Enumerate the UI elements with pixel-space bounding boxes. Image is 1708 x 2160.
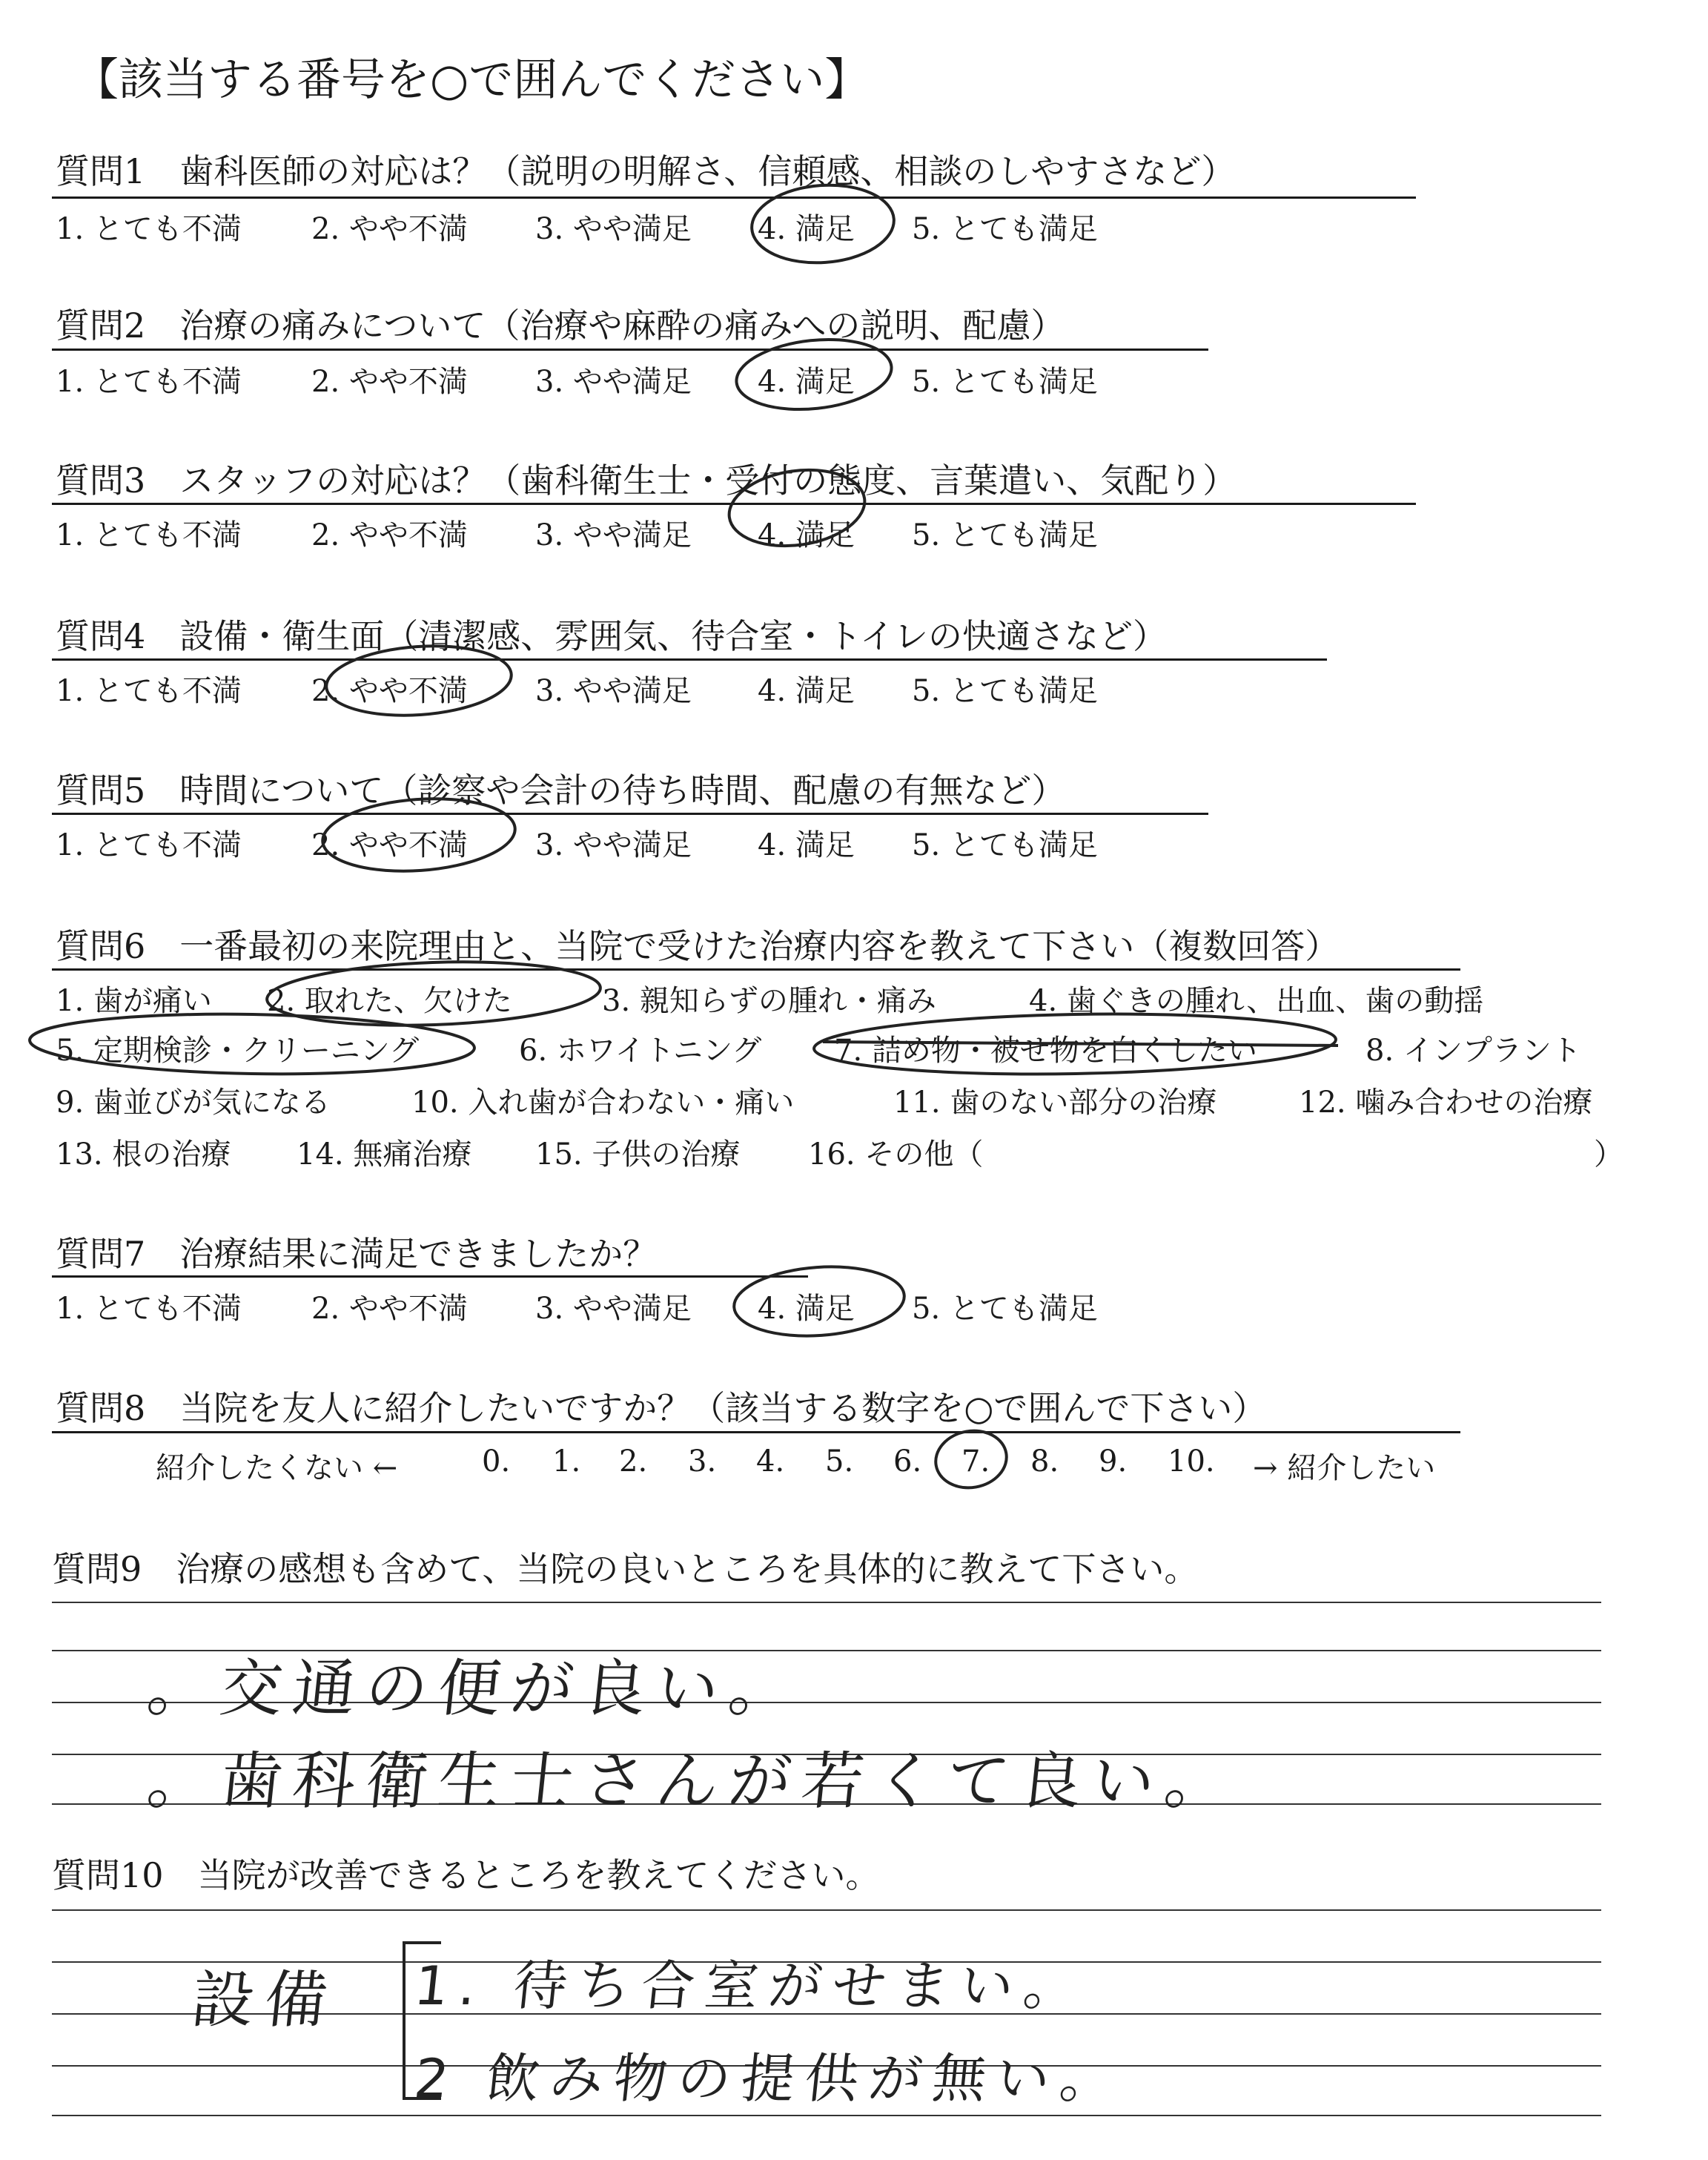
- question-1-title: 質問1 歯科医師の対応は？（説明の明解さ、信頼感、相談のしやすさなど）: [56, 151, 1236, 191]
- q6-option-10[interactable]: 10. 入れ歯が合わない・痛い: [411, 1086, 795, 1120]
- q7-option-3[interactable]: 3. やや満足: [535, 1292, 692, 1326]
- q6-option-15[interactable]: 15. 子供の治療: [535, 1137, 741, 1172]
- q5-option-4[interactable]: 4. 満足: [758, 828, 855, 862]
- q5-option-2[interactable]: 2. やや不満: [311, 828, 468, 862]
- q8-selection-circle: [931, 1425, 1011, 1493]
- q8-scale-5[interactable]: 5.: [825, 1444, 854, 1479]
- q1-option-1[interactable]: 1. とても不満: [56, 212, 242, 246]
- q8-scale-3[interactable]: 3.: [688, 1444, 717, 1479]
- q7-option-1[interactable]: 1. とても不満: [56, 1292, 242, 1326]
- q9-handwritten-answer-2[interactable]: 。歯科衛生士さんが若くて良い。: [144, 1745, 1242, 1817]
- q8-scale-1[interactable]: 1.: [552, 1444, 581, 1479]
- q9-handwritten-answer-1[interactable]: 。交通の便が良い。: [144, 1652, 806, 1725]
- q6-option-4[interactable]: 4. 歯ぐきの腫れ、出血、歯の動揺: [1029, 984, 1484, 1018]
- q6-other-close-paren: ）: [1594, 1137, 1623, 1172]
- q8-left-label: 紹介したくない ←: [156, 1451, 398, 1485]
- q8-scale-8[interactable]: 8.: [1030, 1444, 1059, 1479]
- question-2-title: 質問2 治療の痛みについて（治療や麻酔の痛みへの説明、配慮）: [56, 305, 1065, 346]
- question-10-title: 質問10 当院が改善できるところを教えてください。: [52, 1855, 880, 1895]
- q3-option-3[interactable]: 3. やや満足: [535, 518, 692, 552]
- q3-option-4[interactable]: 4. 満足: [758, 518, 855, 552]
- q2-option-1[interactable]: 1. とても不満: [56, 365, 242, 399]
- q6-option-9[interactable]: 9. 歯並びが気になる: [56, 1086, 331, 1120]
- q3-selection-circle: [724, 462, 870, 555]
- q6-option-16[interactable]: 16. その他（: [808, 1137, 984, 1172]
- q1-option-5[interactable]: 5. とても満足: [912, 212, 1098, 246]
- q4-option-5[interactable]: 5. とても満足: [912, 674, 1098, 708]
- q6-selection-circle-5: [29, 1011, 474, 1077]
- question-3-title: 質問3 スタッフの対応は？（歯科衛生士・受付の態度、言葉遣い、気配り）: [56, 460, 1237, 501]
- q6-option-5[interactable]: 5. 定期検診・クリーニング: [56, 1034, 420, 1068]
- q8-scale-7[interactable]: 7.: [961, 1444, 990, 1479]
- question-5-title: 質問5 時間について（診察や会計の待ち時間、配慮の有無など）: [56, 770, 1066, 810]
- q7-option-5[interactable]: 5. とても満足: [912, 1292, 1098, 1326]
- q6-option-2[interactable]: 2. 取れた、欠けた: [267, 984, 512, 1018]
- q5-option-3[interactable]: 3. やや満足: [535, 828, 692, 862]
- q8-scale-6[interactable]: 6.: [893, 1444, 922, 1479]
- q8-scale-4[interactable]: 4.: [756, 1444, 785, 1479]
- q10-handwritten-answer-1[interactable]: 1. 待ち合室がせまい。: [411, 1955, 1091, 2017]
- q10-handwritten-prefix[interactable]: 設備: [188, 1964, 342, 2036]
- q3-option-1[interactable]: 1. とても不満: [56, 518, 242, 552]
- q6-option-13[interactable]: 13. 根の治療: [56, 1137, 231, 1172]
- q6-option-6[interactable]: 6. ホワイトニング: [519, 1034, 762, 1068]
- q4-option-1[interactable]: 1. とても不満: [56, 674, 242, 708]
- q2-option-3[interactable]: 3. やや満足: [535, 365, 692, 399]
- q2-option-2[interactable]: 2. やや不満: [311, 365, 468, 399]
- q6-option-12[interactable]: 12. 噛み合わせの治療: [1299, 1086, 1593, 1120]
- q5-option-1[interactable]: 1. とても不満: [56, 828, 242, 862]
- q7-option-2[interactable]: 2. やや不満: [311, 1292, 468, 1326]
- q6-selection-circle-2: [266, 957, 602, 1031]
- q4-option-4[interactable]: 4. 満足: [758, 674, 855, 708]
- q4-selection-circle: [324, 640, 514, 721]
- q3-option-5[interactable]: 5. とても満足: [912, 518, 1098, 552]
- q5-option-5[interactable]: 5. とても満足: [912, 828, 1098, 862]
- question-7-title: 質問7 治療結果に満足できましたか？: [56, 1234, 658, 1274]
- q3-option-2[interactable]: 2. やや不満: [311, 518, 468, 552]
- q6-option-11[interactable]: 11. 歯のない部分の治療: [893, 1086, 1217, 1120]
- q1-option-2[interactable]: 2. やや不満: [311, 212, 468, 246]
- q7-selection-circle: [732, 1261, 907, 1341]
- q6-option-8[interactable]: 8. インプラント: [1366, 1034, 1581, 1068]
- q5-selection-circle: [320, 793, 517, 877]
- q2-option-4[interactable]: 4. 満足: [758, 365, 855, 399]
- q1-option-4[interactable]: 4. 満足: [758, 212, 855, 246]
- q6-option-3[interactable]: 3. 親知らずの腫れ・痛み: [602, 984, 936, 1018]
- q2-option-5[interactable]: 5. とても満足: [912, 365, 1098, 399]
- q4-option-2[interactable]: 2. やや不満: [311, 674, 468, 708]
- q8-scale-0[interactable]: 0.: [482, 1444, 511, 1479]
- q6-option-1[interactable]: 1. 歯が痛い: [56, 984, 212, 1018]
- question-4-title: 質問4 設備・衛生面（清潔感、雰囲気、待合室・トイレの快適さなど）: [56, 616, 1167, 656]
- q8-scale-9[interactable]: 9.: [1099, 1444, 1128, 1479]
- q6-option-14[interactable]: 14. 無痛治療: [297, 1137, 472, 1172]
- q2-selection-circle: [733, 332, 895, 416]
- q10-bracket: [404, 1943, 441, 2098]
- q1-selection-circle: [749, 180, 897, 267]
- question-9-title: 質問9 治療の感想も含めて、当院の良いところを具体的に教えて下さい。: [52, 1549, 1199, 1589]
- question-8-title: 質問8 当院を友人に紹介したいですか？（該当する数字を○で囲んで下さい）: [56, 1388, 1267, 1428]
- q4-option-3[interactable]: 3. やや満足: [535, 674, 692, 708]
- q7-option-4[interactable]: 4. 満足: [758, 1292, 855, 1326]
- q8-scale-2[interactable]: 2.: [619, 1444, 648, 1479]
- q6-option-7[interactable]: 7. 詰め物・被せ物を白くしたい: [834, 1034, 1257, 1068]
- q6-option-7-strikethrough: [823, 1042, 1338, 1046]
- q8-right-label: → 紹介したい: [1253, 1451, 1436, 1485]
- q1-option-3[interactable]: 3. やや満足: [535, 212, 692, 246]
- question-6-title: 質問6 一番最初の来院理由と、当院で受けた治療内容を教えて下さい（複数回答）: [56, 926, 1340, 966]
- q8-scale-10[interactable]: 10.: [1168, 1444, 1215, 1479]
- q10-handwritten-answer-2[interactable]: 2 飲み物の提供が無い。: [411, 2047, 1128, 2110]
- form-header: 【該当する番号を○で囲んでください】: [74, 54, 870, 106]
